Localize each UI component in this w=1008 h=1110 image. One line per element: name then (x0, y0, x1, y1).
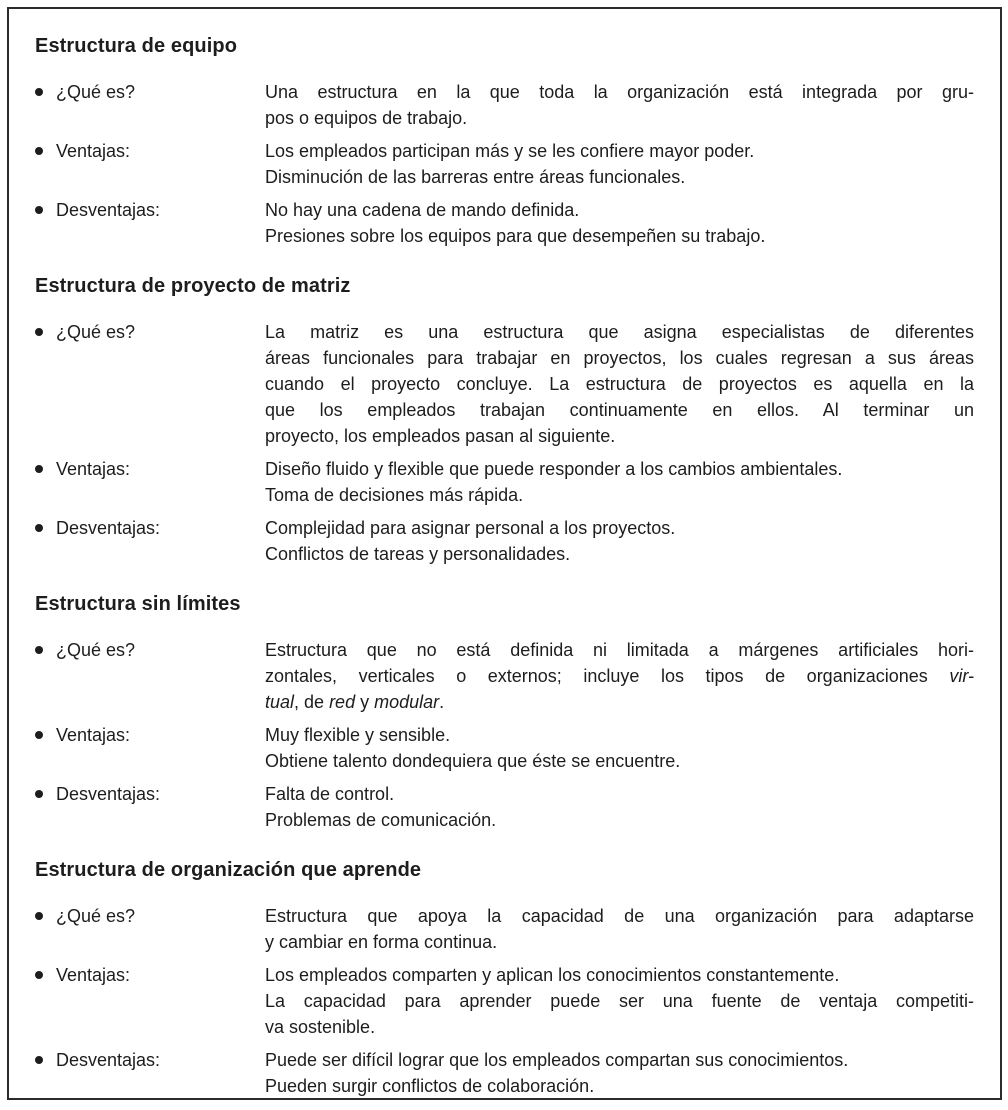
item-label-group (35, 722, 265, 748)
paragraph (265, 138, 974, 164)
item-description (265, 79, 974, 131)
list-item (35, 79, 974, 131)
item-label: Desventajas: (56, 200, 161, 220)
italic-text: vir- (949, 666, 974, 686)
text-line: Diseño fluido y flexible que puede responder a los cambios ambientales. (265, 459, 843, 479)
paragraph (265, 515, 974, 541)
item-description (265, 722, 974, 774)
list-item (35, 138, 974, 190)
bullet-icon (35, 465, 43, 473)
text-line: y cambiar en forma continua. (265, 932, 498, 952)
text-line: va sostenible. (265, 1017, 376, 1037)
text-line: Presiones sobre los equipos para que desempeñen su trabajo. (265, 226, 766, 246)
paragraph (265, 541, 974, 567)
bullet-icon (35, 524, 43, 532)
item-description (265, 319, 974, 449)
item-description (265, 903, 974, 955)
list-item (35, 319, 974, 449)
item-label: Ventajas: (56, 141, 131, 161)
item-description (265, 1047, 974, 1099)
item-label-group (35, 637, 265, 663)
item-label-group (35, 515, 265, 541)
text-line: Muy flexible y sensible. (265, 725, 451, 745)
item-label-group (35, 1047, 265, 1073)
item-label-group (35, 456, 265, 482)
item-label-group (35, 138, 265, 164)
section (35, 857, 974, 1099)
bullet-icon (35, 912, 43, 920)
list-item (35, 1047, 974, 1099)
bullet-icon (35, 790, 43, 798)
item-description (265, 197, 974, 249)
section (35, 591, 974, 833)
item-description (265, 138, 974, 190)
text-line: áreas funcionales para trabajar en proyectos, los cuales regresan a sus áreas (265, 348, 974, 368)
text-line: que los empleados trabajan continuamente en ellos. Al terminar un (265, 400, 974, 420)
section-title: Estructura de equipo (35, 35, 238, 57)
text-line: Falta de control. (265, 784, 395, 804)
text-line: Complejidad para asignar personal a los proyectos. (265, 518, 676, 538)
text-line: Toma de decisiones más rápida. (265, 485, 524, 505)
list-item (35, 637, 974, 715)
paragraph (265, 164, 974, 190)
item-description (265, 456, 974, 508)
bullet-icon (35, 206, 43, 214)
bullet-icon (35, 328, 43, 336)
bullet-icon (35, 646, 43, 654)
paragraph (265, 807, 974, 833)
item-label: ¿Qué es? (56, 640, 136, 660)
paragraph (265, 722, 974, 748)
text-line: Disminución de las barreras entre áreas funcionales. (265, 167, 686, 187)
italic-text: tual (265, 692, 295, 712)
list-item (35, 456, 974, 508)
list-item (35, 962, 974, 1040)
text-line: proyecto, los empleados pasan al siguiente. (265, 426, 616, 446)
item-label: Desventajas: (56, 518, 161, 538)
item-description (265, 515, 974, 567)
italic-text: modular (374, 692, 440, 712)
paragraph (265, 223, 974, 249)
text-line: Problemas de comunicación. (265, 810, 497, 830)
item-label: Ventajas: (56, 965, 131, 985)
section-title: Estructura sin límites (35, 593, 241, 615)
italic-text: red (329, 692, 356, 712)
section-title: Estructura de proyecto de matriz (35, 275, 351, 297)
text-line: Los empleados participan más y se les confiere mayor poder. (265, 141, 755, 161)
text-line: cuando el proyecto concluye. La estructura de proyectos es aquella en la (265, 374, 974, 394)
section (35, 273, 974, 567)
item-label: Ventajas: (56, 459, 131, 479)
text-line: zontales, verticales o externos; incluye los tipos de organizaciones vir- (265, 666, 974, 686)
item-label-group (35, 903, 265, 929)
paragraph (265, 197, 974, 223)
list-item (35, 515, 974, 567)
list-item (35, 197, 974, 249)
text-line: Conflictos de tareas y personalidades. (265, 544, 571, 564)
paragraph (265, 781, 974, 807)
paragraph (265, 456, 974, 482)
text-line: pos o equipos de trabajo. (265, 108, 468, 128)
paragraph (265, 1047, 974, 1073)
item-description (265, 637, 974, 715)
paragraph (265, 637, 974, 715)
text-line: Pueden surgir conflictos de colaboración. (265, 1076, 595, 1096)
item-label: ¿Qué es? (56, 82, 136, 102)
item-label-group (35, 962, 265, 988)
paragraph (265, 988, 974, 1040)
item-label: ¿Qué es? (56, 906, 136, 926)
paragraph (265, 1073, 974, 1099)
paragraph (265, 319, 974, 449)
item-description (265, 962, 974, 1040)
bullet-icon (35, 147, 43, 155)
item-label-group (35, 781, 265, 807)
bullet-icon (35, 971, 43, 979)
item-label: ¿Qué es? (56, 322, 136, 342)
item-label: Ventajas: (56, 725, 131, 745)
text-line: Puede ser difícil lograr que los empleados compartan sus conocimientos. (265, 1050, 849, 1070)
item-description (265, 781, 974, 833)
list-item (35, 722, 974, 774)
text-line: La capacidad para aprender puede ser una fuente de ventaja competiti- (265, 991, 974, 1011)
text-line: Los empleados comparten y aplican los conocimientos constantemente. (265, 965, 840, 985)
bullet-icon (35, 88, 43, 96)
document-table-box (7, 7, 1002, 1100)
text-line: No hay una cadena de mando definida. (265, 200, 580, 220)
paragraph (265, 903, 974, 955)
list-item (35, 781, 974, 833)
paragraph (265, 79, 974, 131)
text-line: La matriz es una estructura que asigna especialistas de diferentes (265, 322, 974, 342)
list-item (35, 903, 974, 955)
paragraph (265, 482, 974, 508)
section-title: Estructura de organización que aprende (35, 859, 422, 881)
bullet-icon (35, 1056, 43, 1064)
bullet-icon (35, 731, 43, 739)
text-line: tual, de red y modular. (265, 692, 445, 712)
paragraph (265, 748, 974, 774)
section (35, 33, 974, 249)
text-line: Estructura que no está definida ni limitada a márgenes artificiales hori- (265, 640, 974, 660)
item-label: Desventajas: (56, 1050, 161, 1070)
item-label-group (35, 319, 265, 345)
text-line: Obtiene talento dondequiera que éste se encuentre. (265, 751, 681, 771)
item-label-group (35, 197, 265, 223)
text-line: Estructura que apoya la capacidad de una organización para adaptarse (265, 906, 974, 926)
text-line: Una estructura en la que toda la organización está integrada por gru- (265, 82, 974, 102)
item-label-group (35, 79, 265, 105)
item-label: Desventajas: (56, 784, 161, 804)
paragraph (265, 962, 974, 988)
